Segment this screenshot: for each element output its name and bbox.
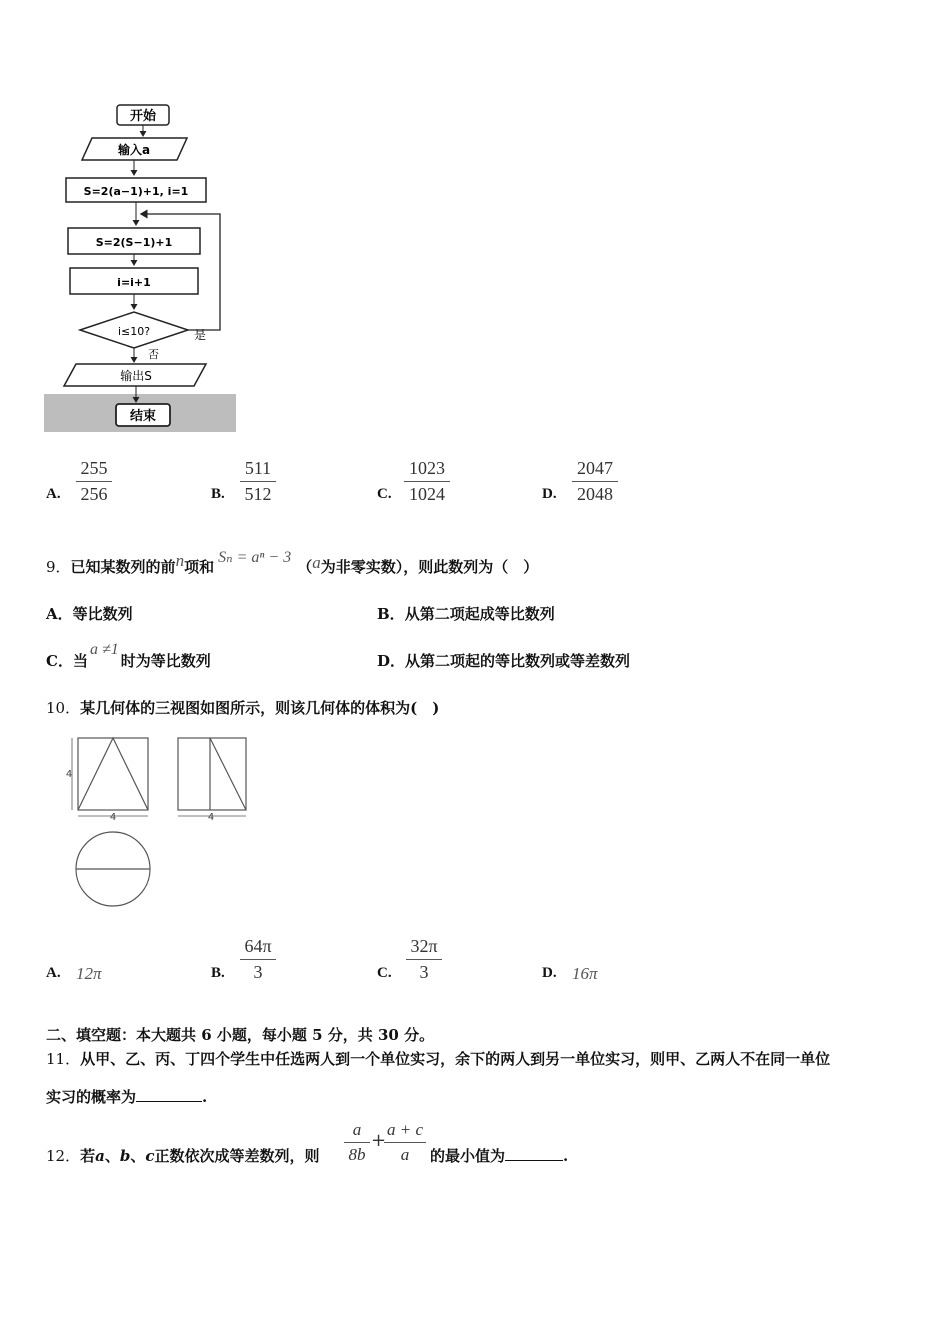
q8-option-a-den: 256: [80, 484, 108, 504]
q12-text-b: 正数依次成等差数列，则: [154, 1147, 320, 1165]
q9-option-c-math: a ≠1: [89, 641, 119, 658]
q8-option-d-den: 2048: [577, 484, 613, 504]
q9-option-d-letter: D．: [377, 652, 406, 670]
q9-text-b: 项和: [184, 558, 215, 576]
q8-option-c-value: [404, 458, 450, 505]
flow-init-text: S=2(a−1)+1, i=1: [83, 185, 189, 198]
q12-number: 12．: [46, 1147, 81, 1165]
front-height-label: 4: [65, 769, 73, 780]
flow-step2-text: i=i+1: [117, 276, 151, 289]
q12-f2-num: a + c: [384, 1120, 426, 1143]
front-view-triangle: [78, 738, 148, 810]
q11-number: 11．: [46, 1050, 81, 1068]
q9-var-n: n: [175, 551, 185, 570]
q10-number: 10．: [46, 699, 81, 717]
q8-option-a-num: 255: [76, 458, 112, 482]
q9-option-d-text: 从第二项起的等比数列或等差数列: [405, 652, 631, 670]
q9-option-c: [46, 641, 211, 671]
q10-option-d-value: 16π: [572, 964, 598, 983]
q10-option-b-num: 64π: [240, 936, 276, 960]
q12-answer-blank[interactable]: [505, 1146, 563, 1161]
q8-option-c-den: 1024: [409, 484, 445, 504]
q11-answer-blank[interactable]: [136, 1087, 202, 1102]
flow-no-label: 否: [148, 348, 159, 361]
q12-f1-num: a: [344, 1120, 370, 1143]
q9-option-b-letter: B．: [377, 605, 405, 623]
flowchart-svg: [44, 96, 236, 432]
side-view-diagonal: [210, 738, 246, 810]
q9-option-c-text-a: 当: [72, 652, 88, 670]
q9-option-b-text: 从第二项起成等比数列: [404, 605, 555, 623]
q10-text: 某几何体的三视图如图所示，则该几何体的体积为( ): [80, 699, 440, 717]
three-view-figure: [60, 732, 260, 912]
q10-option-c-den: 3: [419, 962, 429, 982]
q8-option-c-num: 1023: [404, 458, 450, 482]
q12-var-a: a: [95, 1147, 105, 1165]
q11-text-line1: 从甲、乙、丙、丁四个学生中任选两人到一个单位实习，余下的两人到另一单位实习，则甲、乙两人不在同一单位: [80, 1050, 831, 1068]
q8-option-b-den: 512: [244, 484, 272, 504]
q12-f1-den: 8b: [348, 1145, 366, 1164]
q9-text-d: 为非零实数），则此数列为（ ）: [320, 558, 539, 576]
q10-option-c-letter: C.: [377, 965, 392, 981]
q9-number: 9．: [46, 558, 71, 576]
q9-option-b: [377, 603, 555, 624]
q12-tail: [430, 1145, 568, 1166]
q9-formula: Sₙ = aⁿ − 3: [218, 549, 292, 566]
q10-option-d-letter: D.: [542, 965, 557, 981]
q8-option-b-num: 511: [240, 458, 276, 482]
q8-option-a-value: [76, 458, 112, 505]
q10-option-c-value: [406, 936, 442, 983]
q11-text-line2: 实习的概率为: [46, 1088, 137, 1106]
q9-option-a-letter: A．: [46, 605, 73, 623]
flow-yes-label: 是: [194, 328, 207, 342]
q11-line1: [46, 1048, 830, 1069]
q12-sep2: 、: [130, 1147, 146, 1165]
q12-text-c: 的最小值为: [430, 1147, 506, 1165]
q8-option-c-letter: C.: [377, 486, 392, 502]
q10-option-a-letter: A.: [46, 965, 61, 981]
q11-line2: [46, 1086, 207, 1107]
q12-var-b: b: [119, 1147, 131, 1165]
side-view-rect: [178, 738, 246, 810]
q9-stem: [46, 549, 539, 577]
q12-fraction-2: [384, 1120, 426, 1165]
flow-step1-text: S=2(S−1)+1: [95, 236, 173, 249]
q8-option-d-num: 2047: [572, 458, 618, 482]
q10-option-b-letter: B.: [211, 965, 225, 981]
q8-option-a-letter: A.: [46, 486, 61, 502]
three-view-svg: [60, 732, 260, 912]
q9-option-a: [46, 603, 133, 624]
q8-option-d-letter: D.: [542, 486, 557, 502]
front-view-square: [78, 738, 148, 810]
flow-condition-text: i≤10?: [117, 325, 151, 338]
front-width-label: 4: [109, 812, 117, 823]
q10-option-b-value: [240, 936, 276, 983]
q10-option-b-den: 3: [253, 962, 263, 982]
flow-end-text: 结束: [129, 409, 157, 424]
q9-option-d: [377, 650, 630, 671]
side-width-label: 4: [207, 812, 215, 823]
q8-option-b-letter: B.: [211, 486, 225, 502]
q9-text-c: （: [297, 558, 313, 576]
flow-start-text: 开始: [129, 109, 157, 124]
q9-option-a-text: 等比数列: [72, 605, 133, 623]
q12-plus: +: [371, 1130, 387, 1151]
q12-f2-den: a: [400, 1145, 410, 1164]
q8-option-b-value: [240, 458, 276, 505]
q9-text-a: 已知某数列的前: [70, 558, 176, 576]
q12-text-a: 若: [80, 1147, 96, 1165]
flowchart-figure: [44, 96, 236, 432]
flow-output-text: 输出S: [120, 369, 152, 383]
q8-option-d-value: [572, 458, 618, 505]
q12-end: .: [563, 1147, 569, 1165]
q9-var-a: a: [312, 553, 321, 572]
q12-var-c: c: [145, 1147, 155, 1165]
q9-option-c-text-b: 时为等比数列: [120, 652, 211, 670]
q9-option-c-letter: C．: [46, 652, 73, 670]
section2-heading: 二、填空题：本大题共 6 小题，每小题 5 分，共 30 分。: [46, 1026, 435, 1044]
q10-option-c-num: 32π: [406, 936, 442, 960]
q10-option-a-value: 12π: [76, 964, 102, 983]
q12-stem: [46, 1145, 320, 1166]
q11-end: .: [202, 1088, 208, 1106]
flow-input-text: 输入a: [117, 143, 151, 157]
q12-fraction-1: [344, 1120, 370, 1165]
q10-stem: [46, 697, 439, 718]
q12-sep1: 、: [104, 1147, 120, 1165]
